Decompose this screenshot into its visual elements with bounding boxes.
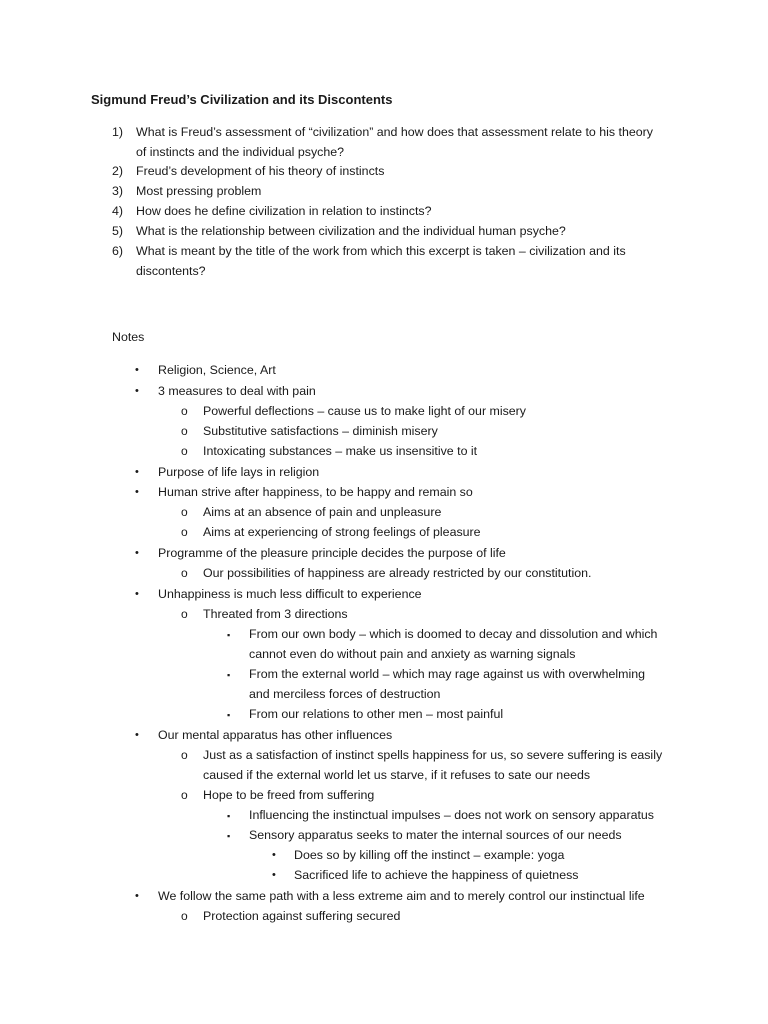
note-text-level-4: Does so by killing off the instinct – example: yoga — [294, 848, 565, 862]
note-text-level-4: Sacrificed life to achieve the happiness of quietness — [294, 868, 579, 882]
note-text-level-3: and merciless forces of destruction — [249, 687, 441, 701]
bullet-level-2-icon: o — [181, 607, 188, 621]
notes-heading: Notes — [112, 330, 145, 344]
bullet-level-3-icon: ▪ — [227, 670, 231, 680]
question-text: discontents? — [136, 264, 206, 278]
question-text: of instincts and the individual psyche? — [136, 145, 345, 159]
bullet-level-3-icon: ▪ — [227, 630, 231, 640]
question-text: What is Freud’s assessment of “civilization” and how does that assessment relate to his theory — [136, 125, 653, 139]
bullet-level-2-icon: o — [181, 525, 188, 539]
note-text-level-2: Threated from 3 directions — [203, 607, 348, 621]
note-text-level-3: Sensory apparatus seeks to mater the internal sources of our needs — [249, 828, 622, 842]
note-text-level-2: Just as a satisfaction of instinct spells happiness for us, so severe suffering is easily — [203, 748, 663, 762]
bullet-level-1-icon: • — [135, 890, 139, 902]
note-text-level-3: Influencing the instinctual impulses – does not work on sensory apparatus — [249, 808, 654, 822]
note-text-level-3: From the external world – which may rage against us with overwhelming — [249, 667, 645, 681]
note-text-level-2: caused if the external world let us starve, if it refuses to sate our needs — [203, 768, 591, 782]
note-text-level-1: Programme of the pleasure principle decides the purpose of life — [158, 546, 506, 560]
note-text-level-1: Human strive after happiness, to be happy and remain so — [158, 485, 473, 499]
bullet-level-1-icon: • — [135, 385, 139, 397]
bullet-level-3-icon: ▪ — [227, 811, 231, 821]
question-number: 2) — [112, 164, 124, 178]
question-number: 5) — [112, 224, 124, 238]
question-text: How does he define civilization in relation to instincts? — [136, 204, 432, 218]
bullet-level-1-icon: • — [135, 364, 139, 376]
note-text-level-3: cannot even do without pain and anxiety as warning signals — [249, 647, 576, 661]
bullet-level-1-icon: • — [135, 729, 139, 741]
question-number: 1) — [112, 125, 124, 139]
bullet-level-2-icon: o — [181, 748, 188, 762]
bullet-level-2-icon: o — [181, 404, 188, 418]
note-text-level-1: Purpose of life lays in religion — [158, 465, 320, 479]
note-text-level-2: Substitutive satisfactions – diminish misery — [203, 424, 438, 438]
bullet-level-4-icon: • — [272, 849, 276, 861]
question-number: 6) — [112, 244, 124, 258]
bullet-level-2-icon: o — [181, 505, 188, 519]
document-title: Sigmund Freud’s Civilization and its Discontents — [91, 92, 393, 107]
question-text: What is meant by the title of the work from which this excerpt is taken – civilization and its — [136, 244, 626, 258]
bullet-level-2-icon: o — [181, 566, 188, 580]
bullet-level-2-icon: o — [181, 788, 188, 802]
note-text-level-2: Intoxicating substances – make us insensitive to it — [203, 444, 478, 458]
note-text-level-2: Protection against suffering secured — [203, 909, 401, 923]
note-text-level-1: Our mental apparatus has other influences — [158, 728, 393, 742]
bullet-level-3-icon: ▪ — [227, 831, 231, 841]
note-text-level-2: Our possibilities of happiness are already restricted by our constitution. — [203, 566, 592, 580]
note-text-level-3: From our own body – which is doomed to decay and dissolution and which — [249, 627, 658, 641]
question-text: What is the relationship between civilization and the individual human psyche? — [136, 224, 566, 238]
question-number: 4) — [112, 204, 124, 218]
bullet-level-2-icon: o — [181, 444, 188, 458]
note-text-level-1: 3 measures to deal with pain — [158, 384, 316, 398]
bullet-level-1-icon: • — [135, 466, 139, 478]
question-text: Most pressing problem — [136, 184, 262, 198]
question-text: Freud’s development of his theory of instincts — [136, 164, 385, 178]
note-text-level-2: Hope to be freed from suffering — [203, 788, 375, 802]
note-text-level-2: Aims at an absence of pain and unpleasure — [203, 505, 442, 519]
bullet-level-3-icon: ▪ — [227, 710, 231, 720]
bullet-level-2-icon: o — [181, 424, 188, 438]
bullet-level-1-icon: • — [135, 588, 139, 600]
note-text-level-1: We follow the same path with a less extreme aim and to merely control our instinctual life — [158, 889, 645, 903]
note-text-level-2: Aims at experiencing of strong feelings of pleasure — [203, 525, 481, 539]
note-text-level-3: From our relations to other men – most painful — [249, 707, 504, 721]
bullet-level-1-icon: • — [135, 547, 139, 559]
note-text-level-1: Unhappiness is much less difficult to experience — [158, 587, 422, 601]
bullet-level-1-icon: • — [135, 486, 139, 498]
bullet-level-2-icon: o — [181, 909, 188, 923]
bullet-level-4-icon: • — [272, 869, 276, 881]
note-text-level-2: Powerful deflections – cause us to make light of our misery — [203, 404, 526, 418]
question-number: 3) — [112, 184, 124, 198]
note-text-level-1: Religion, Science, Art — [158, 363, 276, 377]
